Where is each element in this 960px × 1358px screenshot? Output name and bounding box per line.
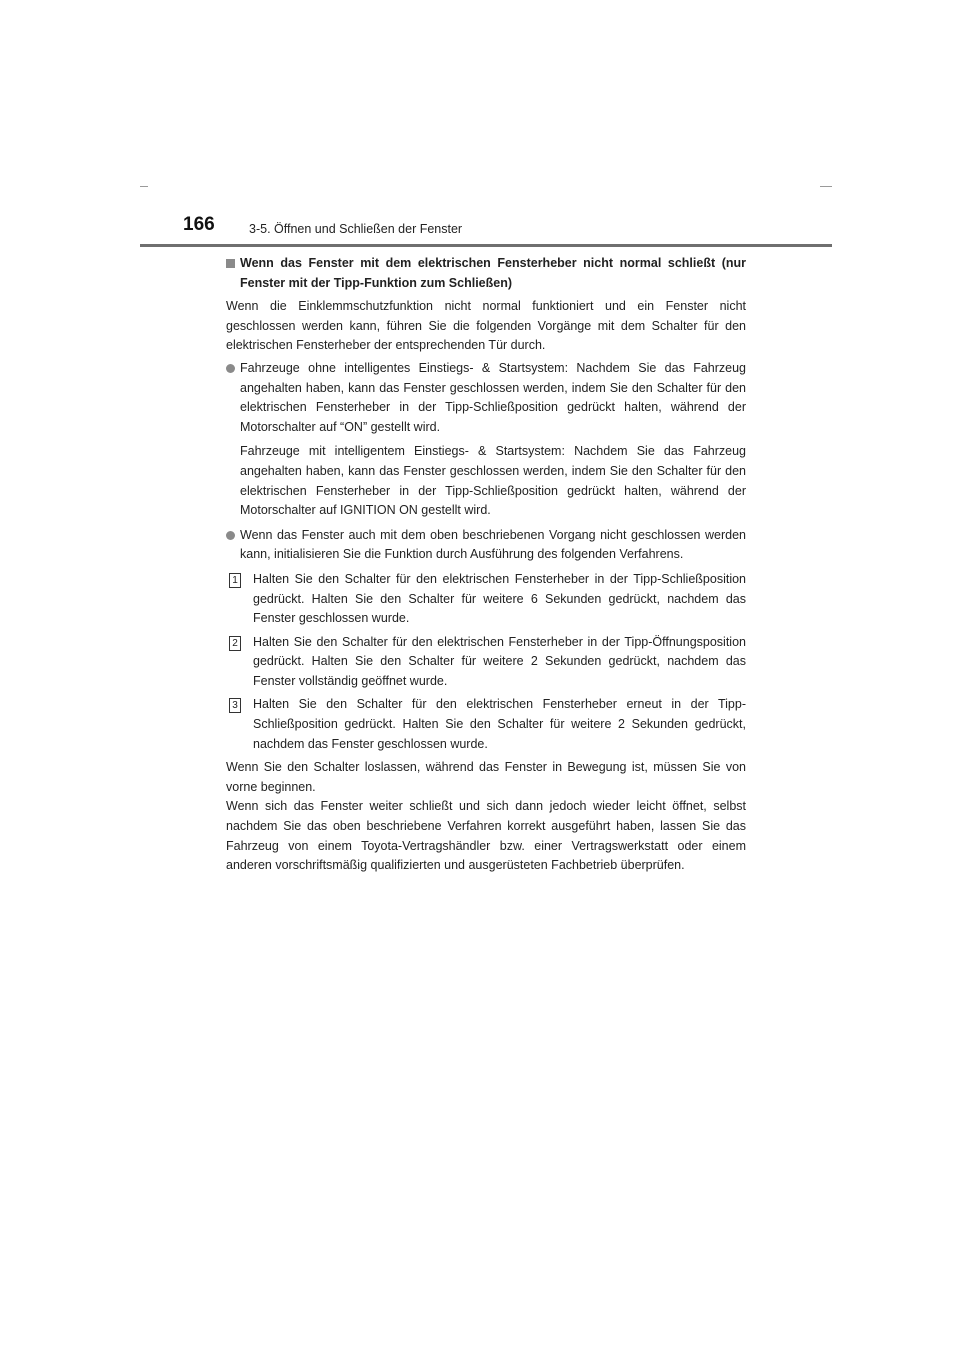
step-number-box: 1 <box>229 573 241 588</box>
page-header <box>0 0 960 250</box>
bullet-text-2: Wenn das Fenster auch mit dem oben beschriebenen Vorgang nicht geschlossen werden kann, initialisieren Sie die Funktion durch Ausführung des folgenden Verfahrens. <box>240 527 746 562</box>
page-number: 166 <box>183 214 215 235</box>
header-rule <box>140 244 832 247</box>
closing-notes <box>226 758 746 876</box>
section-heading <box>226 254 746 293</box>
section-title: 3-5. Öffnen und Schließen der Fenster <box>249 222 463 236</box>
closing-paragraph-1: Wenn Sie den Schalter loslassen, während das Fenster in Bewegung ist, müssen Sie von vorne beginnen. <box>226 760 746 794</box>
step-text-1: Halten Sie den Schalter für den elektrischen Fensterheber in der Tipp-Schließposition gedrückt. Halten Sie den Schalter für weitere 6 Sekunden gedrückt, nachdem das Fenster geschlossen wurde. <box>253 571 746 626</box>
step-text-3: Halten Sie den Schalter für den elektrischen Fensterheber erneut in der Tipp-Schließposition gedrückt. Halten Sie den Schalter für weitere 2 Sekunden gedrückt, nachdem das Fenster geschlossen wurde. <box>253 697 746 751</box>
main-content <box>226 254 746 876</box>
step-2 <box>226 633 746 692</box>
step-1 <box>226 570 746 629</box>
intro-paragraph: Wenn die Einklemmschutzfunktion nicht normal funktioniert und ein Fenster nicht geschlossen werden kann, führen Sie die folgenden Vorgänge mit dem Schalter für den elektrischen Fensterheber der entsprechenden Tür durch. <box>226 299 746 353</box>
step-number-box: 3 <box>229 698 241 713</box>
bullet-item-2 <box>226 526 746 565</box>
step-3 <box>226 695 746 754</box>
closing-paragraph-2: Wenn sich das Fenster weiter schließt und sich dann jedoch wieder leicht öffnet, selbst nachdem Sie das oben beschriebene Verfahren korrekt ausgeführt haben, lassen Sie das Fahrzeug von einem Toyota-Vertragshändler bzw. einer Vertragswerkstatt oder einem anderen vorschriftsmäßig qualifizierten und ausgerüsteten Fachbetrieb überprüfen. <box>226 799 746 873</box>
circle-bullet-icon <box>226 364 235 373</box>
bullet-text-1: Fahrzeuge ohne intelligentes Einstiegs- & Startsystem: Nachdem Sie das Fahrzeug angehalten haben, kann das Fenster geschlossen werden, indem Sie den Schalter für den elektrischen Fensterheber in der Tipp-Schließposition gedrückt halten, während der Motorschalter auf “ON” gestellt wird. <box>240 360 746 434</box>
bullet-item-1 <box>226 359 746 437</box>
section-heading-text: Wenn das Fenster mit dem elektrischen Fensterheber nicht normal schließt (nur Fenster mit der Tipp-Funktion zum Schließen) <box>240 256 746 290</box>
circle-bullet-icon <box>226 531 235 540</box>
step-number-box: 2 <box>229 636 241 651</box>
square-bullet-icon <box>226 259 235 268</box>
bullet-continuation: Fahrzeuge mit intelligentem Einstiegs- & Startsystem: Nachdem Sie das Fahrzeug angehalten haben, kann das Fenster geschlossen werden, indem Sie den Schalter für den elektrischen Fensterheber in der Tipp-Schließposition gedrückt halten, während der Motorschalter auf IGNITION ON gestellt wird. <box>240 444 746 518</box>
step-text-2: Halten Sie den Schalter für den elektrischen Fensterheber in der Tipp-Öffnungsposition gedrückt. Halten Sie den Schalter für weitere 2 Sekunden gedrückt, nachdem das Fenster vollständig geöffnet wurde. <box>253 634 746 688</box>
